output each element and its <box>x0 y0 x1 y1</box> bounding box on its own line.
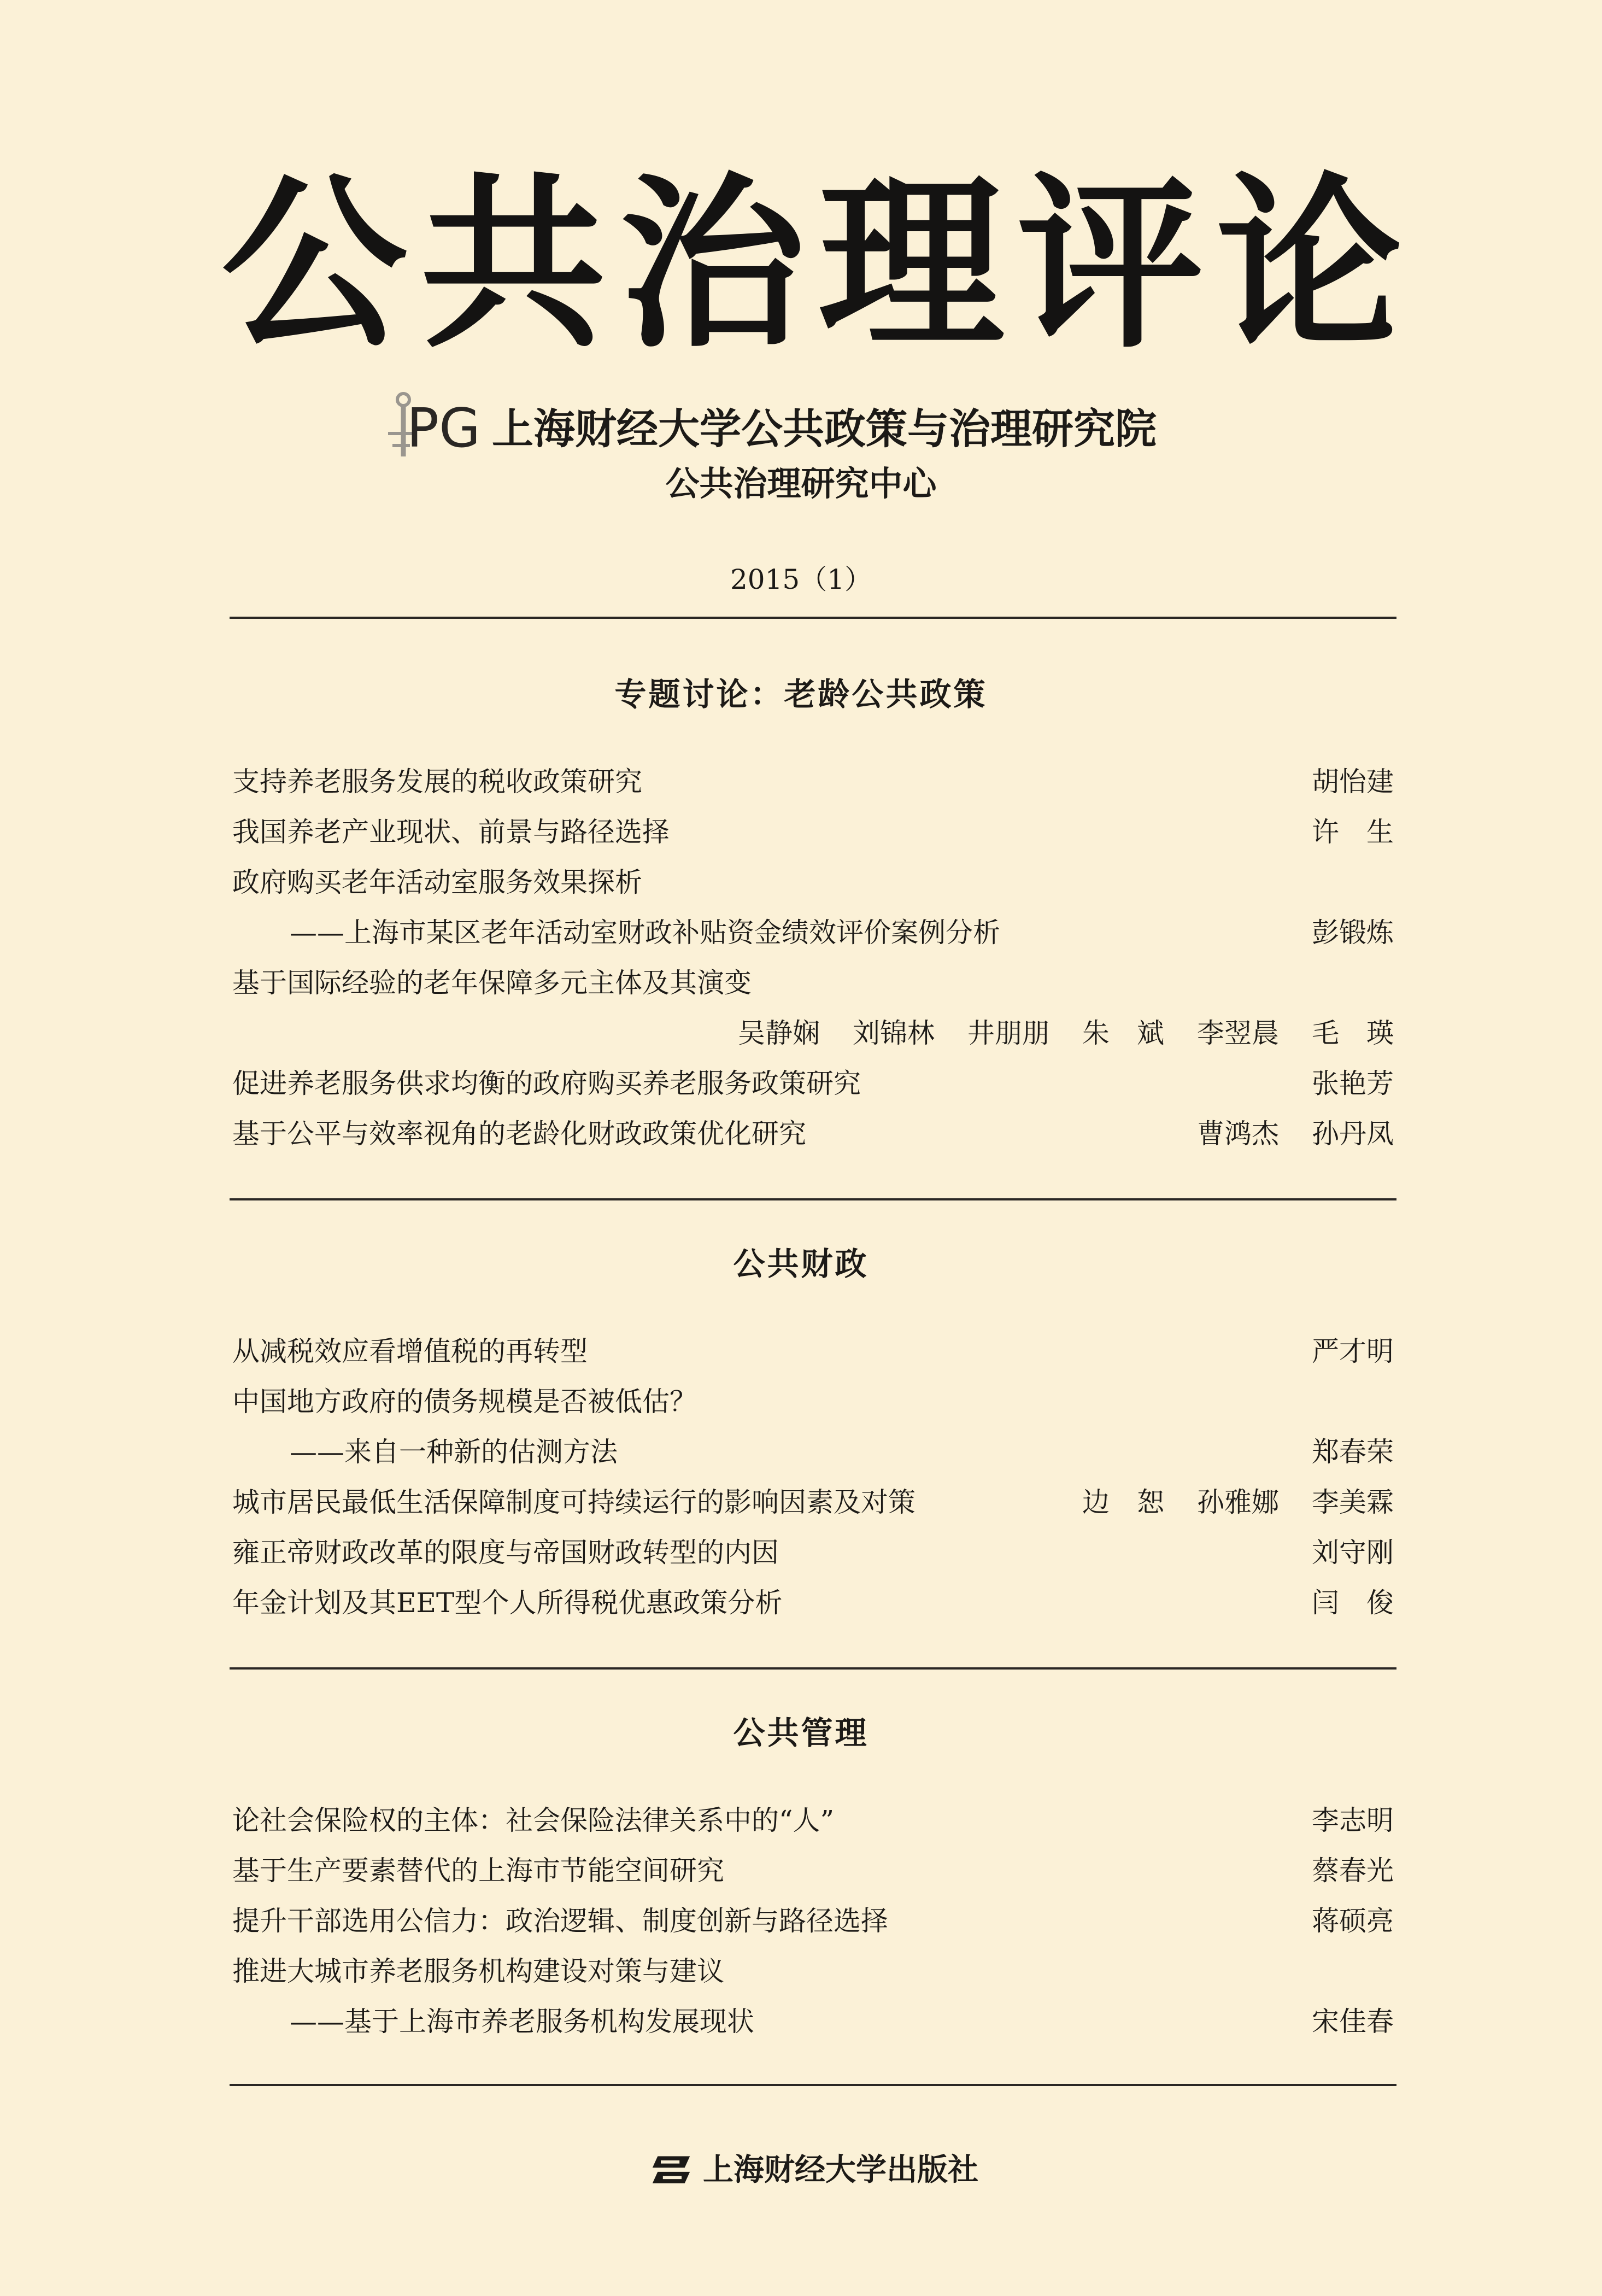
toc-entry-subtitle[interactable] <box>232 1430 1394 1474</box>
article-subtitle: ——基于上海市养老服务机构发展现状 <box>290 2006 754 2037</box>
toc-entry[interactable] <box>232 1581 1394 1625</box>
article-author: 胡怡建 <box>1312 766 1394 798</box>
article-title: 中国地方政府的债务规模是否被低估？ <box>232 1386 697 1418</box>
toc-entry[interactable] <box>232 860 1394 904</box>
article-title: 城市居民最低生活保障制度可持续运行的影响因素及对策 <box>232 1486 916 1518</box>
divider <box>230 1667 1396 1670</box>
article-author: 许 生 <box>1312 816 1394 848</box>
toc-author-line <box>232 1011 1394 1055</box>
article-author: 井朋朋 <box>967 1017 1049 1049</box>
toc-entry[interactable] <box>232 1949 1394 1993</box>
toc-entry[interactable] <box>232 1480 1394 1524</box>
toc-entry[interactable] <box>232 961 1394 1005</box>
toc-entry[interactable] <box>232 1799 1394 1842</box>
toc-entry[interactable] <box>232 1062 1394 1105</box>
title-char: 公 <box>221 157 407 373</box>
toc-entry[interactable] <box>232 1112 1394 1156</box>
article-subtitle: ——上海市某区老年活动室财政补贴资金绩效评价案例分析 <box>290 917 1000 948</box>
toc-entry[interactable] <box>232 1849 1394 1893</box>
journal-title <box>219 157 1405 373</box>
article-title: 基于生产要素替代的上海市节能空间研究 <box>232 1855 724 1887</box>
institute-line <box>383 391 1235 460</box>
article-author: 闫 俊 <box>1312 1587 1394 1619</box>
article-author: 刘守刚 <box>1312 1537 1394 1568</box>
article-title: 从减税效应看增值税的再转型 <box>232 1336 588 1367</box>
toc-entry[interactable] <box>232 1531 1394 1574</box>
title-char: 论 <box>1216 157 1402 373</box>
article-author: 曹鸿杰 <box>1197 1118 1279 1150</box>
toc-entry[interactable] <box>232 810 1394 854</box>
article-author: 蔡春光 <box>1312 1855 1394 1887</box>
article-author: 吴静娴 <box>738 1017 820 1049</box>
article-author: 朱 斌 <box>1082 1017 1164 1049</box>
divider <box>230 617 1396 619</box>
title-char: 共 <box>420 157 606 373</box>
center-name: 公共治理研究中心 <box>665 464 937 503</box>
ipg-logo-icon <box>383 391 492 462</box>
article-title: 支持养老服务发展的税收政策研究 <box>232 766 642 798</box>
article-author: 蒋硕亮 <box>1312 1905 1394 1937</box>
toc-entry[interactable] <box>232 1899 1394 1943</box>
article-author: 宋佳春 <box>1312 2006 1394 2037</box>
article-author: 毛 瑛 <box>1312 1017 1394 1049</box>
institute-name: 上海财经大学公共政策与治理研究院 <box>492 405 1157 453</box>
toc-entry[interactable] <box>232 760 1394 804</box>
article-author: 李翌晨 <box>1197 1017 1279 1049</box>
article-authors <box>705 1011 1394 1055</box>
article-title: 我国养老产业现状、前景与路径选择 <box>232 816 670 848</box>
article-title: 推进大城市养老服务机构建设对策与建议 <box>232 1955 724 1987</box>
article-title: 雍正帝财政改革的限度与帝国财政转型的内因 <box>232 1537 779 1568</box>
section-title: 专题讨论：老龄公共政策 <box>614 676 988 713</box>
article-title: 基于公平与效率视角的老龄化财政政策优化研究 <box>232 1118 806 1150</box>
article-title: 论社会保险权的主体：社会保险法律关系中的“人” <box>232 1805 835 1836</box>
article-title: 基于国际经验的老年保障多元主体及其演变 <box>232 967 752 999</box>
article-author: 彭锻炼 <box>1312 917 1394 948</box>
article-author: 孙雅娜 <box>1197 1486 1279 1518</box>
toc-entry-subtitle[interactable] <box>232 2000 1394 2043</box>
toc-entry-subtitle[interactable] <box>232 911 1394 954</box>
article-authors <box>1164 1112 1394 1156</box>
section-title: 公共管理 <box>733 1714 869 1752</box>
section-title: 公共财政 <box>733 1245 869 1282</box>
publisher-name: 上海财经大学出版社 <box>703 2152 978 2188</box>
article-author: 李志明 <box>1312 1805 1394 1836</box>
title-char: 治 <box>619 157 805 373</box>
article-author: 边 恕 <box>1082 1486 1164 1518</box>
article-author: 张艳芳 <box>1312 1068 1394 1099</box>
article-title: 促进养老服务供求均衡的政府购买养老服务政策研究 <box>232 1068 861 1099</box>
article-author: 刘锦林 <box>853 1017 935 1049</box>
article-author: 孙丹凤 <box>1312 1118 1394 1150</box>
title-char: 理 <box>818 157 1004 373</box>
article-authors <box>1049 1480 1394 1524</box>
article-author: 李美霖 <box>1312 1486 1394 1518</box>
toc-entry[interactable] <box>232 1329 1394 1373</box>
article-title: 年金计划及其EET型个人所得税优惠政策分析 <box>232 1587 783 1619</box>
article-author: 郑春荣 <box>1312 1436 1394 1468</box>
svg-text:PG: PG <box>407 397 481 460</box>
article-author: 严才明 <box>1312 1336 1394 1367</box>
publisher <box>650 2143 978 2198</box>
divider <box>230 2084 1396 2086</box>
article-title: 提升干部选用公信力：政治逻辑、制度创新与路径选择 <box>232 1905 888 1937</box>
divider <box>230 1198 1396 1200</box>
title-char: 评 <box>1017 157 1203 373</box>
article-title: 政府购买老年活动室服务效果探析 <box>232 866 642 898</box>
publisher-logo-icon <box>650 2151 692 2189</box>
article-subtitle: ——来自一种新的估测方法 <box>290 1436 618 1468</box>
toc-entry[interactable] <box>232 1380 1394 1424</box>
issue-number: 2015（1） <box>730 564 872 595</box>
